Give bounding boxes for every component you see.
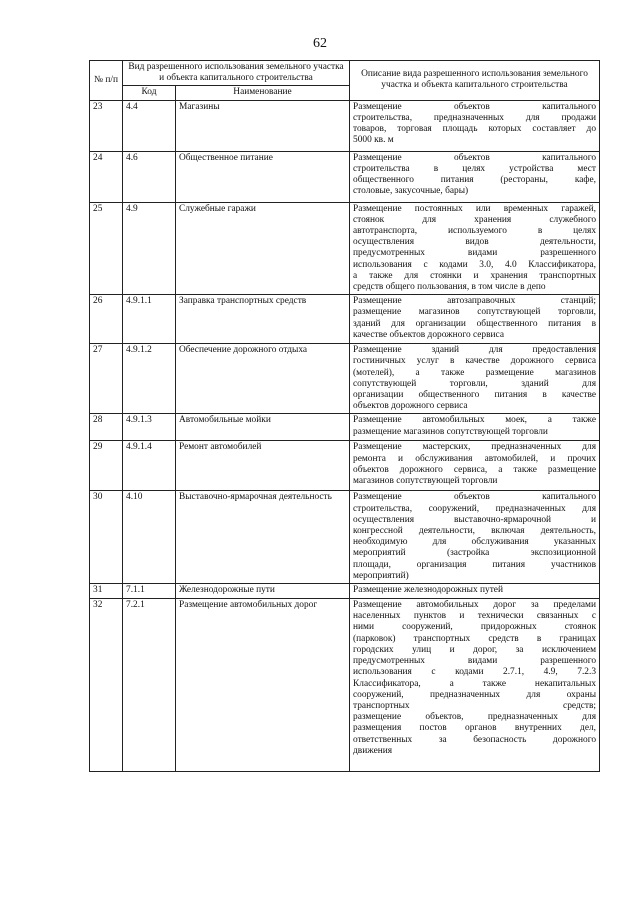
description-line: Классификатора, а также некапитальных: [353, 678, 597, 689]
row-code: 7.1.1: [123, 584, 176, 599]
description-line: транспортных средств;: [353, 700, 597, 711]
description-line: размещение магазинов сопутствующей торговли: [353, 426, 548, 437]
row-code: 4.10: [123, 491, 176, 584]
description-line: размещения постов органов внутренних дел,: [353, 723, 597, 734]
description-line: размещение объектов, предназначенных для: [353, 712, 597, 723]
row-number: 23: [90, 100, 123, 151]
table-body: [90, 100, 600, 771]
table-row: [90, 599, 600, 772]
row-code: 4.9.1.1: [123, 295, 176, 344]
description-line: сопутствующей торговли, зданий для: [353, 378, 597, 389]
row-code: 4.9: [123, 202, 176, 295]
description-line: стоянок для хранения служебного: [353, 214, 597, 225]
header-description: Описание вида разрешенного использования земельного участка и объекта капитального строительства: [350, 61, 600, 101]
description-line: городских улиц и дорог, за исключением: [353, 644, 597, 655]
description-line: площади, организация питания участников: [353, 559, 597, 570]
row-description: [350, 151, 600, 202]
row-name: Магазины: [176, 100, 350, 151]
row-description: [350, 100, 600, 151]
row-number: 30: [90, 491, 123, 584]
row-description: [350, 414, 600, 441]
row-number: 27: [90, 344, 123, 414]
row-description: [350, 202, 600, 295]
table-row: [90, 295, 600, 344]
description-line: Размещение объектов капитального: [353, 152, 597, 163]
table-row: [90, 151, 600, 202]
row-number: 24: [90, 151, 123, 202]
description-line: строительства, сооружений, предназначенных для: [353, 503, 597, 514]
row-name: Заправка транспортных средств: [176, 295, 350, 344]
table-row: [90, 202, 600, 295]
description-line: Размещение объектов капитального: [353, 101, 597, 112]
description-line: Размещение зданий для предоставления: [353, 345, 597, 356]
row-description: [350, 441, 600, 491]
description-line: использования с кодами 2.7.1, 4.9, 7.2.3: [353, 667, 597, 678]
table-row: [90, 491, 600, 584]
description-line: конгрессной деятельности, включая деятельность,: [353, 526, 597, 537]
description-line: мероприятий (застройка экспозиционной: [353, 548, 597, 559]
row-description: [350, 599, 600, 772]
row-code: 4.4: [123, 100, 176, 151]
row-name: Служебные гаражи: [176, 202, 350, 295]
row-name: Общественное питание: [176, 151, 350, 202]
table-row: [90, 344, 600, 414]
row-number: 25: [90, 202, 123, 295]
row-description: [350, 584, 600, 599]
header-code: Код: [123, 86, 176, 100]
description-line: предусмотренных видами разрешенного: [353, 248, 597, 259]
description-line: Размещение постоянных или временных гаражей,: [353, 203, 597, 214]
description-line: средств общего пользования, в том числе в депо: [353, 282, 546, 293]
row-code: 7.2.1: [123, 599, 176, 772]
description-line: а также для стоянки и хранения транспортных: [353, 270, 597, 281]
description-line: осуществления видов деятельности,: [353, 237, 597, 248]
row-number: 29: [90, 441, 123, 491]
description-line: (мотелей), а также размещение магазинов: [353, 367, 597, 378]
description-line: строительства в целях устройства мест: [353, 163, 597, 174]
description-line: Размещение объектов капитального: [353, 492, 597, 503]
description-line: объектов дорожного сервиса, а также размещение: [353, 464, 597, 475]
table-row: [90, 584, 600, 599]
row-description: [350, 491, 600, 584]
description-line: мероприятий): [353, 570, 409, 581]
description-line: магазинов сопутствующей торговли: [353, 476, 498, 487]
table-row: [90, 100, 600, 151]
row-number: 32: [90, 599, 123, 772]
description-line: ремонта и обслуживания автомобилей, и прочих: [353, 453, 597, 464]
description-line: сооружений, предназначенных для охраны: [353, 689, 597, 700]
description-line: строительства, предназначенных для продажи: [353, 112, 597, 123]
row-name: Автомобильные мойки: [176, 414, 350, 441]
description-line: автотранспорта, используемого в целях: [353, 226, 597, 237]
description-line: зданий для организации общественного питания в: [353, 318, 597, 329]
description-line: необходимую для обслуживания указанных: [353, 537, 597, 548]
row-code: 4.6: [123, 151, 176, 202]
description-line: объектов дорожного сервиса: [353, 401, 468, 412]
description-line: предусмотренных видами разрешенного: [353, 656, 597, 667]
row-description: [350, 344, 600, 414]
row-number: 31: [90, 584, 123, 599]
description-line: гостиничных услуг в качестве дорожного сервиса: [353, 356, 597, 367]
description-line: ответственных за безопасность дорожного: [353, 734, 597, 745]
description-line: Размещение автозаправочных станций;: [353, 296, 597, 307]
header-name: Наименование: [176, 86, 350, 100]
description-line: столовые, закусочные, бары): [353, 186, 469, 197]
page-number: 62: [313, 36, 327, 51]
description-line: качестве объектов дорожного сервиса: [353, 329, 504, 340]
permitted-use-table: [89, 60, 600, 772]
row-code: 4.9.1.3: [123, 414, 176, 441]
table-row: [90, 441, 600, 491]
description-line: Размещение автомобильных моек, а также: [353, 415, 597, 426]
table-row: [90, 414, 600, 441]
row-name: Ремонт автомобилей: [176, 441, 350, 491]
row-name: Размещение автомобильных дорог: [176, 599, 350, 772]
description-line: осуществления выставочно-ярмарочной и: [353, 514, 597, 525]
description-line: общественного питания (рестораны, кафе,: [353, 175, 597, 186]
description-line: Размещение автомобильных дорог за пределами: [353, 600, 597, 611]
header-num: № п/п: [90, 61, 123, 101]
description-line: ними сооружений, придорожных стоянок: [353, 622, 597, 633]
description-line: Размещение мастерских, предназначенных для: [353, 442, 597, 453]
description-line: использования с кодами 3.0, 4.0 Классификатора,: [353, 259, 597, 270]
row-code: 4.9.1.4: [123, 441, 176, 491]
row-description: [350, 295, 600, 344]
row-name: Обеспечение дорожного отдыха: [176, 344, 350, 414]
description-line: (парковок) транспортных средств в границах: [353, 633, 597, 644]
description-line: населенных пунктов и технически связанных с: [353, 611, 597, 622]
description-line: 5000 кв. м: [353, 135, 394, 146]
row-name: Выставочно-ярмарочная деятельность: [176, 491, 350, 584]
row-code: 4.9.1.2: [123, 344, 176, 414]
row-number: 26: [90, 295, 123, 344]
header-permitted-use: Вид разрешенного использования земельного участка и объекта капитального строительства: [123, 61, 350, 86]
description-line: Размещение железнодорожных путей: [353, 585, 503, 596]
description-line: товаров, торговая площадь которых составляет до: [353, 124, 597, 135]
description-line: размещение магазинов сопутствующей торговли,: [353, 307, 597, 318]
description-line: движения: [353, 745, 393, 756]
row-name: Железнодорожные пути: [176, 584, 350, 599]
row-number: 28: [90, 414, 123, 441]
description-line: организации общественного питания в качестве: [353, 390, 597, 401]
